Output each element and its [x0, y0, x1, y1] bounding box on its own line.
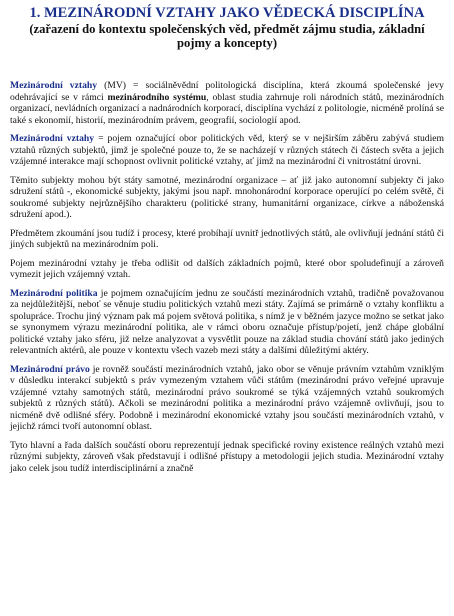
bold-term: mezinárodního systému [107, 91, 207, 103]
term-highlight: Mezinárodní právo [10, 363, 90, 375]
page-subtitle: (zařazení do kontextu společenských věd, předmět zájmu studia, základní pojmy a koncepty) [29, 22, 425, 50]
paragraph-definition-2 [10, 133, 444, 168]
term-highlight: Mezinárodní vztahy [10, 133, 95, 144]
paragraph-international-law [10, 364, 444, 433]
paragraph-distinction: Pojem mezinárodní vztahy je třeba odlišit od dalších základních pojmů, které obor spoludefinují a zároveň vymezit jejich vzájemný vztah. [10, 257, 444, 280]
paragraph-text: (MV) = sociálněvědní politologická disciplína, která zkoumá společenské jevy odehrávající se v rámci [10, 80, 444, 103]
paragraph-text: , oblast studia zahrnuje roli národních států, mezinárodních organizací, nevládních organizací a nadnárodních korporací, disciplína vychází z politologie, nicméně prolíná se také s ekonomií, historií, mezinárodním právem, geografií, sociologií apod. [10, 91, 444, 126]
term-highlight: Mezinárodní vztahy [10, 80, 98, 91]
paragraph-subjects: Těmito subjekty mohou být státy samotné, mezinárodní organizace – ať již jako autonomní subjekty či jako sdružení států -, ekonomické subjekty, jakými jsou např. mnohonárodní korporace operující po celém světě, či soukromé subjekty nejrůznějšího charakteru (politické strany, humanitární organizace, církve a náboženská sdružení apod.). [10, 174, 444, 220]
paragraph-interdisciplinary: Tyto hlavní a řada dalších součástí oboru reprezentují jednak specifické roviny existence reálných vztahů mezi různými subjekty, zároveň však představují i odlišné přístupy a metodologii jejich studia. Mezinárodní vztahy jako celek jsou tudíž interdisciplinární a značně [10, 439, 444, 474]
paragraph-international-politics [10, 288, 444, 357]
paragraph-subject-matter: Předmětem zkoumání jsou tudíž i procesy, které probíhají uvnitř jednotlivých států, ale ovlivňují jednání států či jiných subjektů na mezinárodním poli. [10, 227, 444, 250]
term-highlight: Mezinárodní politika [10, 287, 98, 299]
page-title: 1. MEZINÁRODNÍ VZTAHY JAKO VĚDECKÁ DISCIPLÍNA [29, 5, 425, 21]
paragraph-text: = pojem označující obor politických věd, který se v nejširším záběru zabývá studiem vztahů různých subjektů, jimž je společné pouze to, že se nacházejí v různých státech či částech světa a jejich vzájemné interakce mají schopnost ovlivnit politické vztahy, ať jimž na mezinárodní či vnitrostátní úrovni. [10, 133, 444, 167]
paragraph-text: je pojmem označujícím jednu ze součástí mezinárodních vztahů, tradičně považovanou za nejdůležitější, neboť se věnuje studiu politických vztahů mezi státy. Zajímá se primárně o vztahy konfliktu a spolupráce. Trochu jiný význam pak má pojem světová politika, s nímž je v běžném jazyce možno se setkat jako se synonymem výrazu mezinárodní politika, ale v rámci oboru označuje přístup/pojetí, jenž chápe globální politické vztahy jako sféru, již nelze analyzovat a vysvětlit pouze na základ studia chování států jako jediných relevantních aktérů, ale pouze v kontextu všech vazeb mezi státy a dalšími důležitými aktéry. [10, 287, 444, 356]
spacer [10, 50, 444, 80]
paragraph-text: je rovněž součástí mezinárodních vztahů, jako obor se věnuje právním vztahům vzniklým v důsledku interakcí subjektů s práv vymezeným vztahem vůči státům (mezinárodní právo veřejné upravuje vzájemné vztahy samotných států, mezinárodní právo soukromé se týká vzájemných vztahů soukromých subjektů z různých států). Ačkoli se mezinárodní politika a mezinárodní právo vzájemně ovlivňují, jsou to nicméně dvě odlišné sféry. Podobně i mezinárodní ekonomické vztahy jsou součástí mezinárodních vztahů, v jejichž rámci tvoří autonomní oblast. [10, 363, 445, 432]
paragraph-definition-1 [10, 80, 444, 126]
